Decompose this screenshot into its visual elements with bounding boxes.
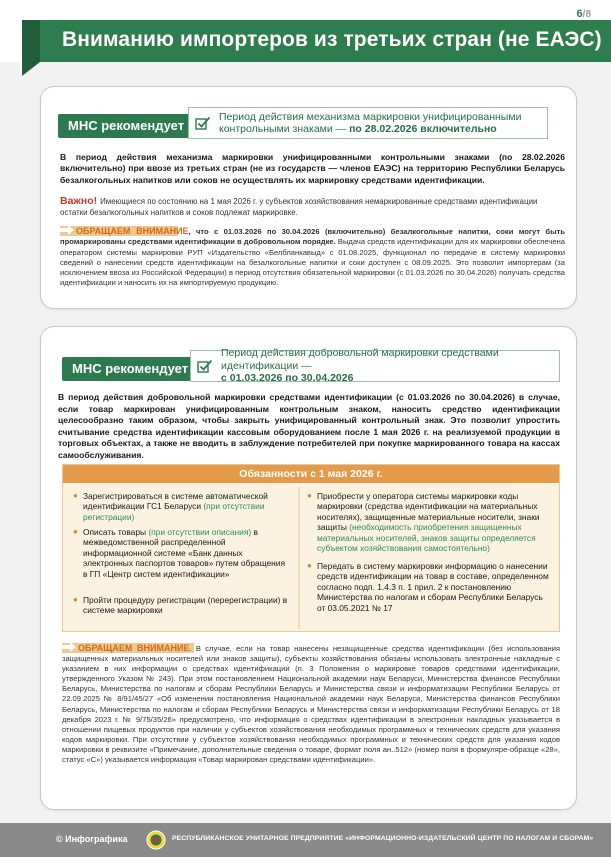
obligation-left-2-note: (при отсутствии описания): [148, 527, 252, 537]
page-current: 6: [576, 8, 583, 20]
recommend-text-1: [219, 111, 521, 136]
obligation-left-1-note: (при отсутствии регистрации): [83, 501, 265, 522]
arrow-right-icon: [60, 225, 74, 235]
page-footer: [0, 823, 611, 857]
obligation-left-1: [73, 491, 288, 522]
obligation-left-2: [73, 527, 288, 579]
obligations-panel: [62, 464, 560, 632]
bullet-icon: ●: [73, 491, 78, 500]
attention-block-2: [62, 642, 560, 765]
recommend2-line-2: [221, 372, 559, 385]
footer-credit: © Инфографика: [56, 834, 128, 844]
recommend2-line-2b: с 01.03.2026 по 30.04.2026: [221, 372, 354, 385]
mns-recommends-badge: МНС рекомендует: [58, 114, 194, 138]
emblem-icon: [146, 830, 166, 850]
attention-block-1: [60, 225, 565, 289]
page-title: Вниманию импортеров из третьих стран (не ЕАЭС): [62, 28, 602, 51]
obligation-left-3-text: Пройти процедуру регистрации (перерегистрации) в системе маркировки: [83, 595, 288, 616]
important-label: Важно!: [60, 195, 98, 207]
section2-paragraph: В период действия добровольной маркировки средствами идентификации (с 01.03.2026 по 30.04.2026) в случае, если товар маркирован унифицированным контрольным знаком, наносить средство идентификации целесообразно таким образом, чтобы закрыть унифицированный контрольный знак. Это позволит упростить считывание средства идентификации кассовым оборудованием после 1 мая 2026 г. на реализуемой продукции в торговых объектах, а также не вводить в заблуждение потребителей при покупке маркированного товара на кассах самообслуживания.: [58, 392, 560, 460]
check-box-icon: [197, 359, 213, 373]
obligation-left-2-text-b: в межведомственной распределенной информационной системе «Банк данных электронных паспортов товаров» путем обращения в ГП «Центр систем идентификации»: [83, 527, 285, 579]
obligation-right-1-note: (необходимость приобретения защищенных материальных носителей, знаков защиты определяется субъектом хозяйствования самостоятельно): [317, 522, 536, 554]
recommend-line-2a: контрольными знаками —: [219, 123, 350, 135]
check-box-icon: [195, 116, 211, 130]
attention-label: ОБРАЩАЕМ ВНИМАНИЕ: [76, 226, 189, 236]
footer-organization: РЕСПУБЛИКАНСКОЕ УНИТАРНОЕ ПРЕДПРИЯТИЕ «ИНФОРМАЦИОННО-ИЗДАТЕЛЬСКИЙ ЦЕНТР ПО НАЛОГАМ И СБОРАМ»: [172, 835, 594, 842]
bullet-icon: ●: [73, 595, 78, 604]
attention-label-2: ОБРАЩАЕМ ВНИМАНИЕ: [78, 643, 190, 653]
obligation-right-2-text: Передать в систему маркировки информацию о нанесении средств идентификации на товар в составе, определенном согласно подп. 1.4.3 п. 1 прил. 2 к постановлению Министерства по налогам и сборам Республики Беларусь от 03.05.2021 № 17: [317, 561, 549, 613]
page-number: [577, 8, 591, 20]
section1-paragraph: В период действия механизма маркировки унифицированными контрольными знаками (по 28.02.2026 включительно) при ввозе из третьих стран (не из государств — членов ЕАЭС) на территорию Республики Беларусь безалкогольных напитков или соков не осуществлять их маркировку средствами идентификации.: [60, 152, 565, 185]
recommend-line-2b: по 28.02.2026 включительно: [349, 123, 497, 135]
recommend-line-1: Период действия механизма маркировки унифицированными: [219, 110, 522, 123]
bullet-icon: ●: [73, 527, 78, 536]
obligations-divider: [298, 487, 300, 629]
attention-bold-text: , что с 01.03.2026 по 30.04.2026 (включительно) безалкогольные напитки, соки могут быть промаркированы средствами идентификации в добровольном порядке.: [60, 227, 565, 247]
attention-text: Выдача средств идентификации для их маркировки обеспечена оператором системы маркировки РУП «Издательство «Белбланкавыд» с 01.08.2025, функционал по передаче в систему маркировки сведений о нанесении средств идентификации на безалкогольные напитки и соки доступен с 08.09.2025. Это позволит импортерам (за исключением ввоза из Российской Федерации) в период отсутствия обязательной маркировки (с 01.03.2026 по 30.04.2026) получать средства идентификации и наносить их на импортируемую продукцию.: [60, 237, 565, 288]
page-header: [0, 0, 611, 76]
page-total: 8: [585, 9, 591, 20]
recommend-box-1: [188, 107, 548, 139]
mns-recommends-badge-2: МНС рекомендует: [62, 357, 198, 381]
arrow-right-icon: [62, 642, 76, 652]
obligation-left-1-text: Зарегистрироваться в системе автоматической идентификации ГС1 Беларуси: [83, 491, 268, 512]
important-text: Имеющиеся по состоянию на 1 мая 2026 г. у субъектов хозяйствования немаркированные средствами идентификации остатки безалкогольных напитков и соков подлежат маркировке.: [60, 197, 538, 217]
obligation-right-2: [307, 561, 552, 613]
important-note: [60, 196, 565, 218]
attention-text-2: . В случае, если на товар нанесены незащищенные средства идентификации (без использования защищенных материальных носителей или знаков защиты), субъекты хозяйствования обязаны использовать электронные накладные с указанием в них информации о средствах идентификации (п. 3 Положения о маркировке товаров средствами идентификации, утвержденного Указом № 243). При этом постановлением Национальной академии наук Беларуси, Министерства финансов Республики Беларусь, Министерства по налогам и сборам Республики Беларусь и Министерства связи и информатизации Республики Беларусь от 22.09.2025 № 8/91/45/27 «Об изменении постановления Национальной академии наук Беларуси, Министерства финансов Республики Беларусь, Министерства по налогам и сборам Республики Беларусь и Министерства связи и информатизации Республики Беларусь от 18 декабря 2023 г. № 9/75/35/26» предусмотрено, что информация о средствах идентификации в электронных накладных указывается в отношении пищевых продуктов при наличии у субъектов хозяйствования необходимых программных и технических средств для указания кодов маркировки. При отсутствии у субъектов хозяйствования необходимых программных и технических средств для указания кодов маркировки в реквизите «Примечание, дополнительные сведения о товаре, формат поля ан..512» (номер поля в формуляре-образце «28», статус «С») указывается информация «Товар маркирован средствами идентификации».: [62, 644, 560, 765]
recommend-text-2: [221, 347, 559, 385]
recommend2-line-1: Период действия добровольной маркировки средствами идентификации —: [221, 347, 499, 372]
recommend-line-2: [219, 123, 521, 136]
obligation-left-2-text-a: Описать товары: [83, 527, 149, 537]
obligation-left-3: [73, 595, 288, 616]
page-separator: /: [582, 9, 586, 20]
recommend-box-2: [190, 347, 560, 385]
obligations-title: Обязанности с 1 мая 2026 г.: [63, 465, 559, 483]
obligation-right-1-text: Приобрести у оператора системы маркировки коды маркировки (средства идентификации на материальных носителях), защищенные материальные носители, знаки защиты: [317, 491, 540, 533]
obligation-right-1: [307, 491, 552, 554]
bullet-icon: ●: [307, 561, 312, 570]
bullet-icon: ●: [307, 491, 312, 500]
